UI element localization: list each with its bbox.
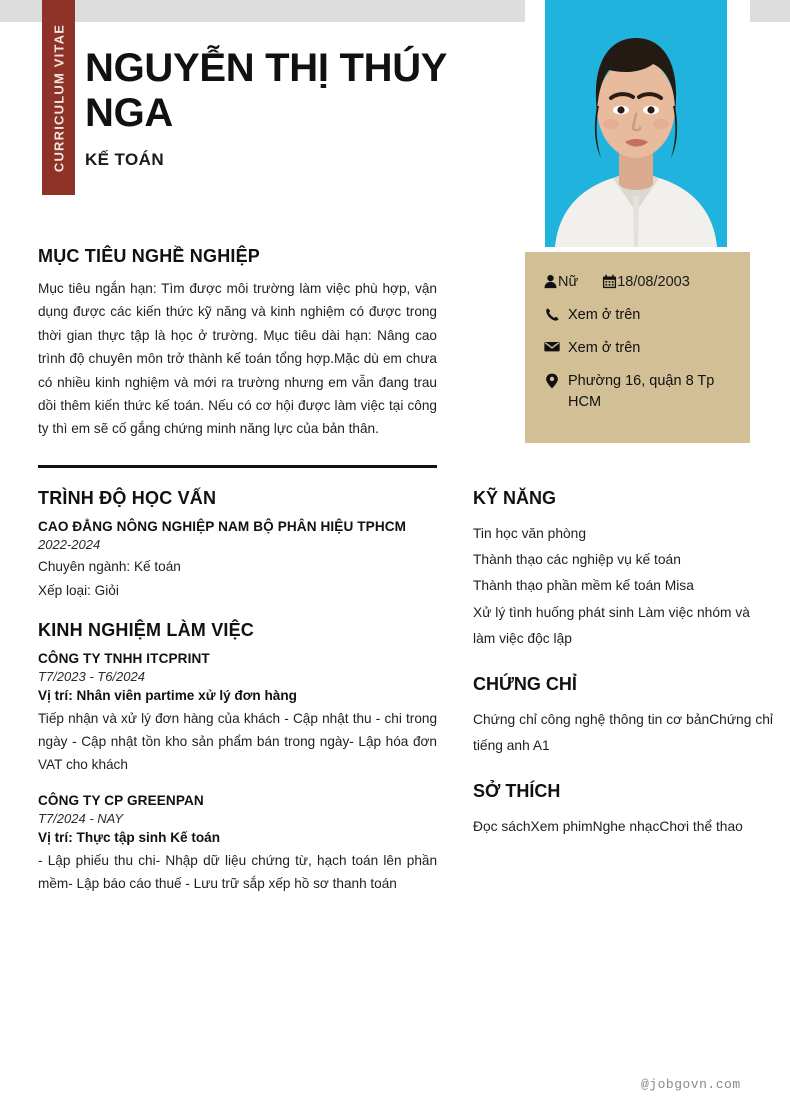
contact-phone-value: Xem ở trên	[568, 307, 641, 323]
contact-row-email	[543, 338, 732, 359]
education-school: CAO ĐẲNG NÔNG NGHIỆP NAM BỘ PHÂN HIỆU TPHCM	[38, 518, 407, 534]
education-entry	[38, 519, 437, 602]
section-heading-certificates: CHỨNG CHỈ	[473, 674, 577, 695]
section-heading-objective: MỤC TIÊU NGHỀ NGHIỆP	[38, 246, 261, 266]
right-column	[473, 488, 773, 863]
experience-company: CÔNG TY TNHH ITCPRINT	[38, 650, 210, 666]
section-divider	[38, 465, 437, 468]
contact-birthdate-group	[602, 274, 690, 293]
location-pin-icon	[543, 373, 561, 389]
header-block	[85, 46, 485, 170]
curriculum-vitae-bar	[42, 0, 75, 195]
decorative-band-right	[750, 0, 790, 22]
contact-gender-group	[543, 274, 578, 293]
section-heading-hobbies: SỞ THÍCH	[473, 781, 561, 802]
education-dates: 2022-2024	[38, 536, 101, 552]
experience-description: Tiếp nhận và xử lý đơn hàng của khách - Cập nhật thu - chi trong ngày - Cập nhật tồn kho sản phẩm bán trong ngày- Lập hóa đơn VAT cho khách	[38, 710, 437, 773]
skill-item: Tin học văn phòng	[473, 526, 587, 541]
section-heading-experience: KINH NGHIỆM LÀM VIỆC	[38, 619, 255, 640]
experience-company: CÔNG TY CP GREENPAN	[38, 792, 204, 808]
decorative-band-left	[0, 0, 42, 22]
contact-address-value: Phường 16, quận 8 Tp HCM	[568, 373, 715, 411]
contact-birthdate-value: 18/08/2003	[617, 274, 690, 290]
education-major: Chuyên ngành: Kế toán	[38, 558, 181, 574]
left-column	[38, 246, 437, 912]
experience-dates: T7/2023 - T6/2024	[38, 668, 145, 684]
portrait-photo	[545, 0, 727, 247]
phone-icon	[543, 307, 561, 322]
envelope-icon	[543, 340, 561, 353]
contact-gender-value: Nữ	[558, 274, 579, 290]
calendar-icon	[602, 274, 617, 293]
skill-item: Thành thạo các nghiệp vụ kế toán	[473, 552, 681, 568]
page-title: NGUYỄN THỊ THÚY NGA	[85, 46, 447, 135]
watermark: @jobgovn.com	[641, 1077, 741, 1092]
experience-dates: T7/2024 - NAY	[38, 810, 124, 826]
experience-entry	[38, 793, 437, 896]
skill-item: Xử lý tình huống phát sinh Làm việc nhóm và làm việc độc lập	[473, 604, 750, 646]
experience-entry	[38, 651, 437, 777]
hobbies-text: Đọc sáchXem phimNghe nhạcChơi thể thao	[473, 819, 743, 835]
section-heading-education: TRÌNH ĐỘ HỌC VẤN	[38, 487, 217, 508]
decorative-band-middle	[75, 0, 525, 22]
education-grade: Xếp loại: Giỏi	[38, 582, 119, 598]
section-heading-skills: KỸ NĂNG	[473, 488, 557, 508]
objective-text: Mục tiêu ngắn hạn: Tìm được môi trường làm việc phù hợp, vận dụng được các kiến thức kỹ năng và kinh nghiệm có được trong thời gian thực tập là học ở trường. Mục tiêu dài hạn: Nâng cao trình độ chuyên môn trở thành kế toán tổng hợp.Mặc dù em chưa có nhiều kinh nghiệm và mới ra trường nhưng em vẫn đang trau dồi thêm kiến thức kế toán. Nếu có cơ hội được làm việc tại công ty thì em sẽ cố gắng chứng minh năng lực của bản thân.	[38, 281, 437, 437]
skills-section	[473, 488, 773, 652]
contact-card	[525, 252, 750, 443]
curriculum-vitae-label: CURRICULUM VITAE	[51, 23, 66, 172]
hobbies-section	[473, 781, 773, 840]
certificates-section	[473, 674, 773, 759]
contact-row-gender-birthdate	[543, 274, 732, 293]
certificates-text: Chứng chỉ công nghệ thông tin cơ bảnChứng chỉ tiếng anh A1	[473, 712, 773, 754]
contact-row-address	[543, 371, 732, 413]
contact-email-value: Xem ở trên	[568, 340, 641, 357]
skill-item: Thành thạo phần mềm kế toán Misa	[473, 578, 694, 594]
job-title: KẾ TOÁN	[85, 149, 164, 169]
person-icon	[543, 274, 558, 293]
experience-role: Vị trí: Nhân viên partime xử lý đơn hàng	[38, 687, 297, 703]
experience-description: - Lập phiếu thu chi- Nhập dữ liệu chứng từ, hạch toán lên phần mềm- Lập báo cáo thuế - Lưu trữ sắp xếp hồ sơ thanh toán	[38, 852, 437, 892]
contact-row-phone	[543, 305, 732, 326]
experience-role: Vị trí: Thực tập sinh Kế toán	[38, 829, 221, 845]
